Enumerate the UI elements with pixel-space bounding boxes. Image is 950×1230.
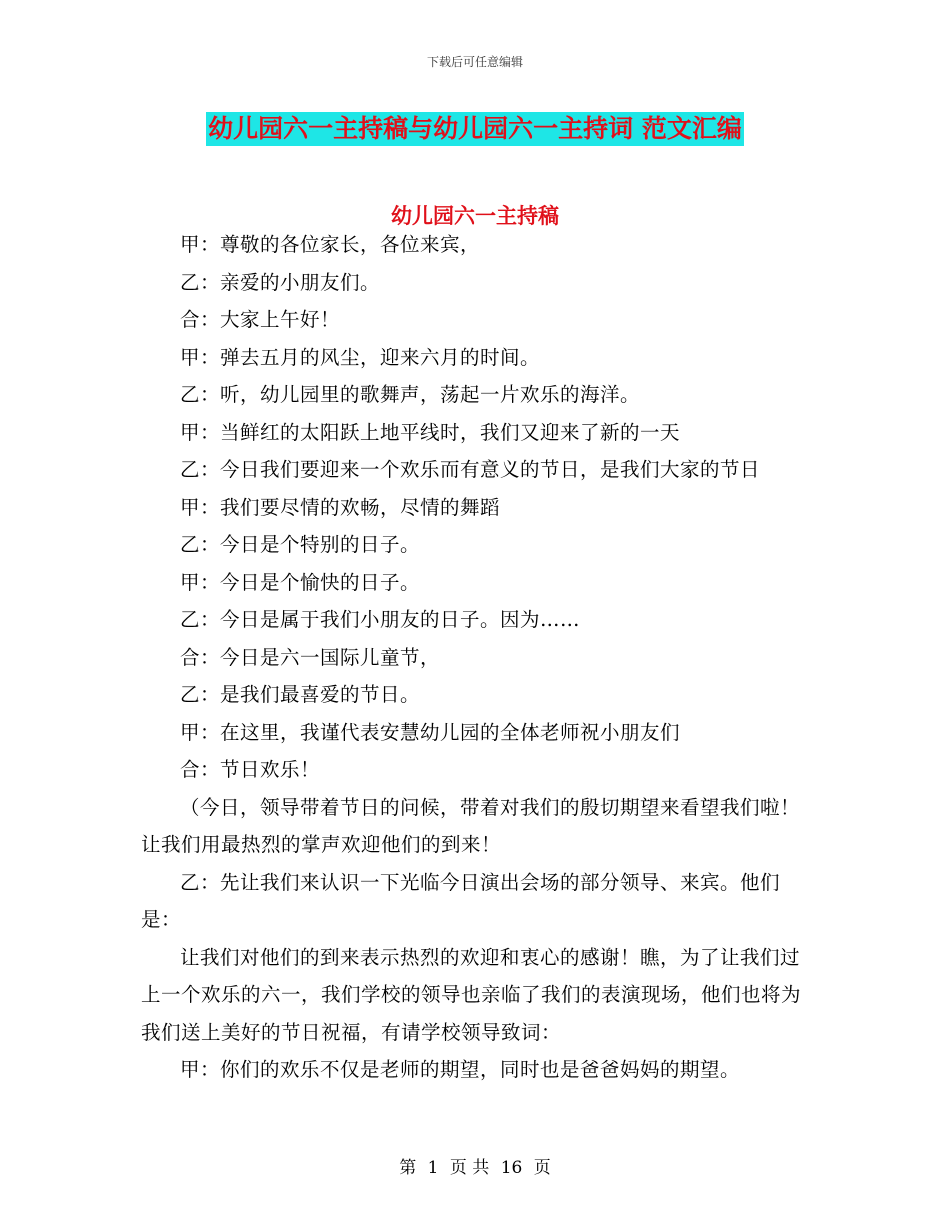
paragraph: 乙：今日是属于我们小朋友的日子。因为…… (180, 608, 581, 631)
paragraph: 乙：听，幼儿园里的歌舞声，荡起一片欢乐的海洋。 (180, 383, 641, 406)
paragraph: 甲：你们的欢乐不仅是老师的期望，同时也是爸爸妈妈的期望。 (180, 1058, 741, 1081)
paragraph: 让我们对他们的到来表示热烈的欢迎和衷心的感谢！瞧，为了让我们过上一个欢乐的六一，我们学校的领导也亲临了我们的表演现场，他们也将为我们送上美好的节日祝福，有请学校领导致词： (141, 945, 802, 1044)
document-title-container (0, 112, 950, 146)
footer-prefix: 第 (399, 1158, 417, 1178)
footer-suffix: 页 (533, 1158, 551, 1178)
paragraph: 甲：在这里，我谨代表安慧幼儿园的全体老师祝小朋友们 (180, 720, 681, 744)
paragraph: 合：今日是六一国际儿童节， (180, 645, 441, 669)
document-body (141, 226, 801, 1089)
paragraph: 合：大家上午好！ (180, 308, 341, 331)
header-note: 下载后可任意编辑 (426, 55, 523, 69)
page-total: 16 (500, 1158, 523, 1178)
footer-middle: 页 共 (449, 1158, 490, 1178)
page-footer (0, 1153, 950, 1178)
paragraph: 乙：今日我们要迎来一个欢乐而有意义的节日，是我们大家的节日 (180, 458, 761, 481)
paragraph: 乙：亲爱的小朋友们。 (180, 270, 381, 294)
section-title: 幼儿园六一主持稿 (391, 204, 559, 228)
paragraph: 合：节日欢乐！ (180, 758, 321, 781)
paragraph: 乙：是我们最喜爱的节日。 (180, 683, 421, 706)
paragraph: 甲：当鲜红的太阳跃上地平线时，我们又迎来了新的一天 (180, 420, 681, 444)
paragraph: 甲：弹去五月的风尘，迎来六月的时间。 (180, 345, 541, 369)
paragraph: 甲：今日是个愉快的日子。 (180, 570, 421, 594)
paragraph: 甲：尊敬的各位家长，各位来宾， (180, 233, 481, 256)
document-title: 幼儿园六一主持稿与幼儿园六一主持词 范文汇编 (206, 112, 744, 146)
paragraph: 乙：今日是个特别的日子。 (180, 533, 421, 556)
page-number: 1 (427, 1158, 439, 1178)
paragraph: （今日，领导带着节日的问候，带着对我们的殷切期望来看望我们啦！让我们用最热烈的掌声欢迎他们的到来！ (141, 795, 801, 856)
paragraph: 乙：先让我们来认识一下光临今日演出会场的部分领导、来宾。他们是： (141, 870, 781, 931)
paragraph: 甲：我们要尽情的欢畅，尽情的舞蹈 (180, 495, 501, 519)
